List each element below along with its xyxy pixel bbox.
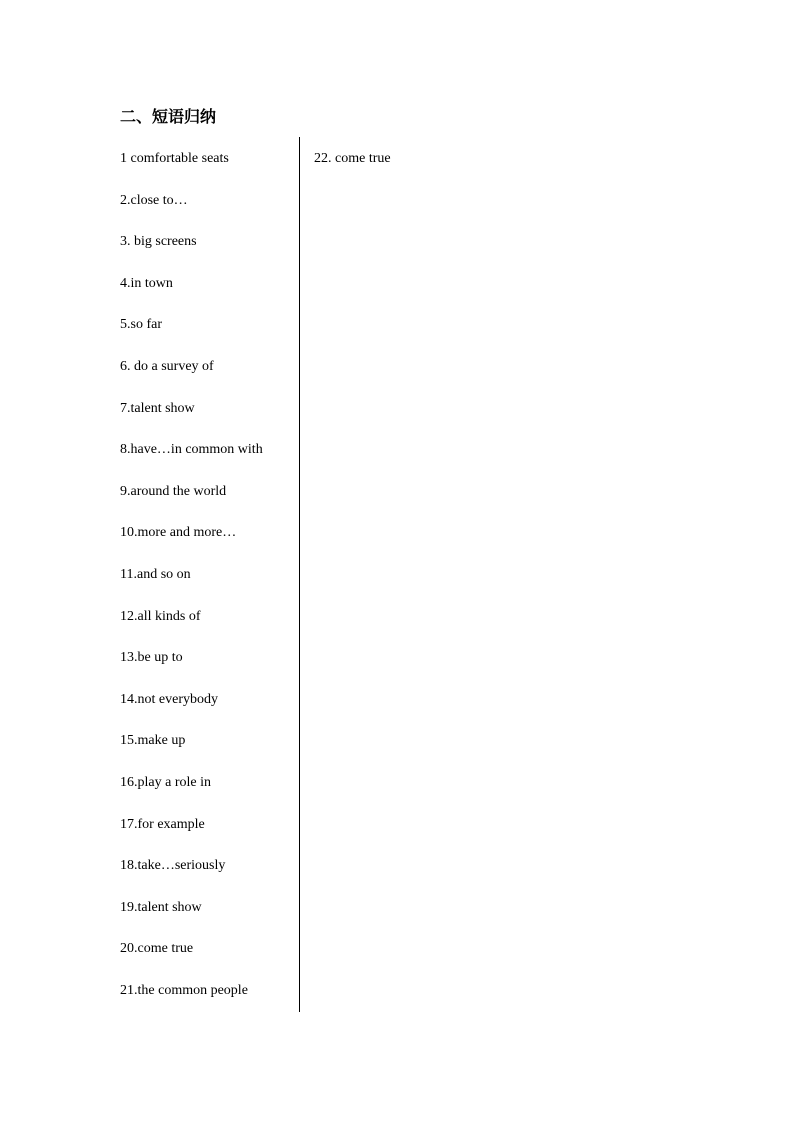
list-item: 17.for example <box>120 816 205 832</box>
list-item: 6. do a survey of <box>120 358 214 374</box>
list-item: 5.so far <box>120 317 162 333</box>
list-item: 20.come true <box>120 941 194 957</box>
phrase-list-left <box>120 138 298 1011</box>
list-item: 11.and so on <box>120 566 191 582</box>
phrase-list-right <box>314 138 614 180</box>
list-item: 1 comfortable seats <box>120 151 229 166</box>
list-item: 7.talent show <box>120 400 195 416</box>
list-item: 18.take…seriously <box>120 858 226 874</box>
list-item: 15.make up <box>120 733 186 749</box>
list-item: 21.the common people <box>120 982 248 998</box>
list-item: 19.talent show <box>120 899 202 915</box>
list-item: 12.all kinds of <box>120 608 201 624</box>
page-title: 二、短语归纳 <box>120 107 217 126</box>
list-item: 13.be up to <box>120 650 183 666</box>
list-item: 22. come true <box>314 151 391 166</box>
list-item: 9.around the world <box>120 483 227 499</box>
column-divider <box>299 137 300 1012</box>
list-item: 3. big screens <box>120 234 197 250</box>
list-item: 10.more and more… <box>120 525 237 541</box>
list-item: 14.not everybody <box>120 691 218 707</box>
list-item: 16.play a role in <box>120 774 211 790</box>
list-item: 4.in town <box>120 275 173 291</box>
list-item: 2.close to… <box>120 192 188 208</box>
list-item: 8.have…in common with <box>120 442 263 458</box>
